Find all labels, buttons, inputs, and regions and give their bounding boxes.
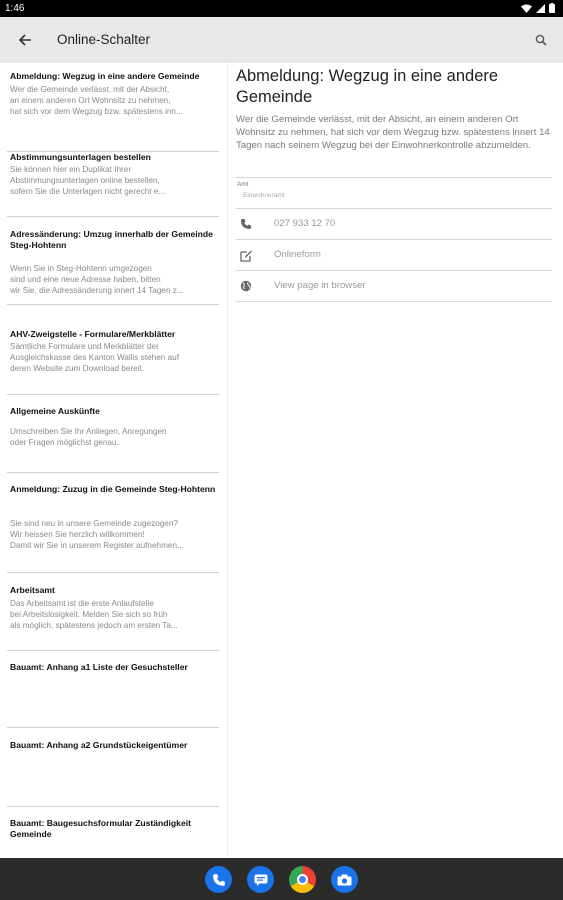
list-item-desc: Sämtliche Formulare und Merkblätter der Ausgleichskasse des Kanton Wallis stehen auf deren Website zum Download bereit. [10, 342, 179, 373]
amt-value: Einwohneramt [243, 192, 285, 199]
messages-app-icon[interactable] [247, 866, 274, 893]
back-button[interactable] [14, 29, 36, 51]
list-item-title: Bauamt: Baugesuchsformular Zuständigkeit Gemeinde [10, 818, 191, 839]
list-item-title: Abmeldung: Wegzug in eine andere Gemeinde [10, 71, 200, 81]
list-item-desc: Sie können hier ein Duplikat Ihrer Abstimmungsunterlagen online bestellen, sofern Sie die Unterlagen nicht gerecht e... [10, 165, 166, 196]
phone-action[interactable] [236, 208, 552, 239]
status-icons [521, 3, 555, 13]
divider [236, 177, 552, 178]
signal-icon [536, 4, 545, 13]
list-item[interactable] [7, 305, 219, 395]
list-item[interactable] [7, 395, 219, 473]
list-item-title: Adressänderung: Umzug innerhalb der Gemeinde Steg-Hohtenn [10, 229, 213, 250]
list-item-title: AHV-Zweigstelle - Formulare/Merkblätter [10, 329, 176, 339]
search-icon [535, 34, 547, 46]
search-button[interactable] [531, 30, 551, 50]
list-item-title: Bauamt: Anhang a1 Liste der Gesuchsteller [10, 662, 188, 672]
list-item-desc: Wenn Sie in Steg-Hohtenn umgezogen sind und eine neue Adresse haben, bitten wir Sie, die Adressänderung innert 14 Tagen z... [10, 264, 184, 295]
browser-action[interactable] [236, 270, 552, 301]
list-item-title: Anmeldung: Zuzug in die Gemeinde Steg-Hohtenn [10, 484, 216, 494]
list-item-desc: Sie sind neu in unsere Gemeinde zugezogen? Wir heissen Sie herzlich willkommen! Damit wir Sie in unserem Register aufnehmen... [10, 519, 184, 550]
app-bar [0, 17, 563, 63]
phone-number: 027 933 12 70 [274, 218, 336, 229]
list-item-title: Abstimmungsunterlagen bestellen [10, 152, 151, 162]
list-item-title: Bauamt: Anhang a2 Grundstückeigentümer [10, 740, 188, 750]
list-item-title: Arbeitsamt [10, 585, 55, 595]
phone-app-icon[interactable] [205, 866, 232, 893]
onlineform-label: Onlineform [274, 249, 321, 260]
detail-description: Wer die Gemeinde verlässt, mit der Absicht, an einem anderen Ort Wohnsitz zu nehmen, hat sich vor dem Wegzug bzw. spätestens innert 14 Tagen nach seinem Wegzug bei der Einwohnerkontrolle abzumelden. [236, 114, 550, 151]
list-item-desc: Das Arbeitsamt ist die erste Anlaufstelle bei Arbeitslosigkeit. Melden Sie sich so früh als möglich, spätestens jedoch am ersten Ta... [10, 599, 178, 630]
detail-title: Abmeldung: Wegzug in eine andere Gemeinde [236, 67, 499, 106]
divider [236, 301, 552, 302]
phone-icon [239, 217, 253, 231]
camera-app-icon[interactable] [331, 866, 358, 893]
list-item[interactable] [7, 152, 219, 217]
onlineform-action[interactable] [236, 239, 552, 270]
list-item-desc: Umschreiben Sie Ihr Anliegen, Anregungen oder Fragen möglichst genau. [10, 427, 167, 447]
list-item[interactable] [7, 63, 219, 152]
list-item-desc: Wer die Gemeinde verlässt, mit der Absicht, an einem anderen Ort Wohnsitz zu nehmen, hat sich vor dem Wegzug bzw. spätestens inn... [10, 85, 183, 116]
chrome-app-icon[interactable] [289, 866, 316, 893]
service-list [0, 63, 228, 858]
list-item[interactable] [7, 728, 219, 807]
page-title: Online-Schalter [57, 32, 151, 47]
list-item[interactable] [7, 573, 219, 651]
status-time: 1:46 [5, 3, 25, 14]
view-in-browser-label: View page in browser [274, 280, 366, 291]
status-bar [0, 0, 563, 17]
list-item[interactable] [7, 217, 219, 305]
list-item[interactable] [7, 473, 219, 573]
dock [0, 858, 563, 900]
arrow-back-icon [18, 33, 32, 47]
list-item[interactable] [7, 807, 219, 858]
amt-label: Amt [237, 181, 249, 188]
battery-icon [549, 3, 555, 13]
globe-icon [239, 279, 253, 293]
wifi-icon [521, 4, 532, 13]
list-item-title: Allgemeine Auskünfte [10, 406, 100, 416]
list-item[interactable] [7, 651, 219, 728]
edit-icon [239, 248, 253, 262]
